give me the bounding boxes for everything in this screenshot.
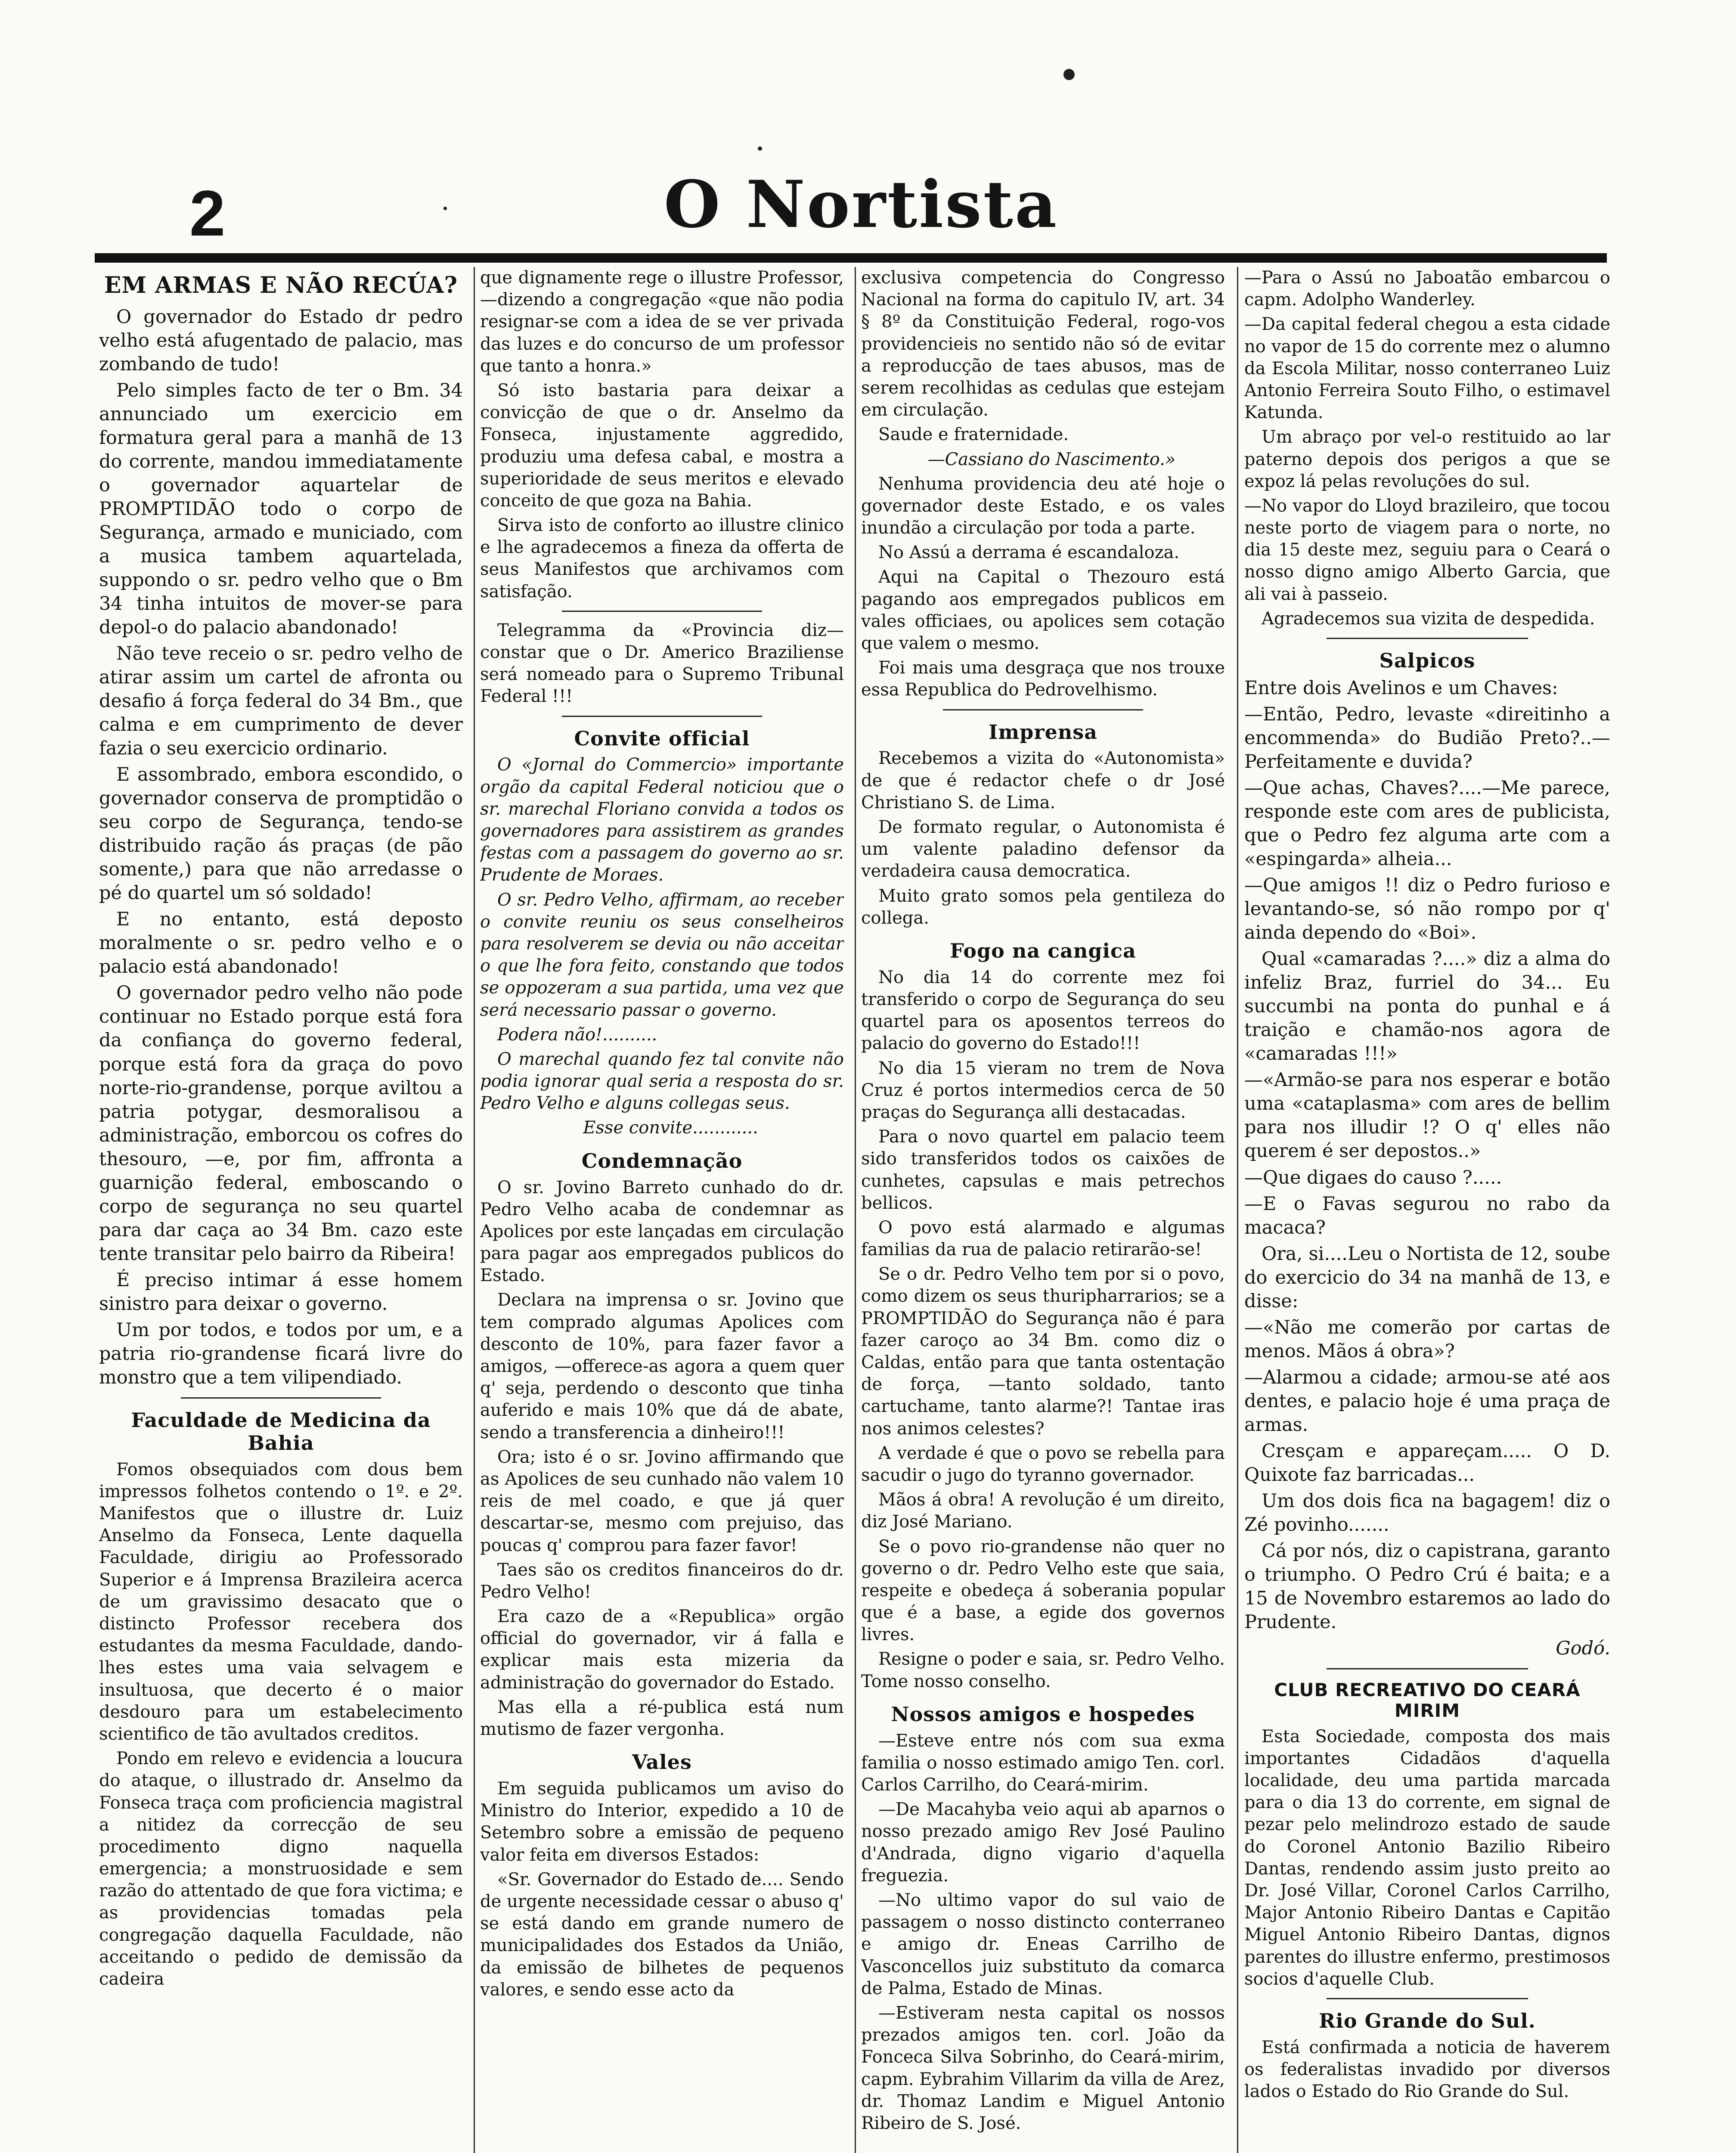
- article-paragraph: Sirva isto de conforto ao illustre clinico e lhe agradecemos a fineza da offerta de seus Manifestos que archivamos com satisfação.: [480, 515, 844, 602]
- article-paragraph: Pelo simples facto de ter o Bm. 34 annunciado um exercicio em formatura geral para a manhã de 13 do corrente, mandou immediatamente o governador aquartelar de PROMPTIDÃO todo o corpo de Segurança, armado e municiado, com a musica tambem aquartelada, suppondo o sr. pedro velho que o Bm 34 tinha intuitos de mover-se para depol-o do palacio abandonado!: [99, 379, 463, 638]
- article-paragraph: «Sr. Governador do Estado de.... Sendo de urgente necessidade cessar o abuso q' se está dando em grande numero de municipalidades dos Estados da União, da emissão de bilhetes de pequenos valores, e sendo esse acto da: [480, 1869, 844, 2000]
- page-number: 2: [189, 177, 226, 249]
- section-heading: Faculdade de Medicina da Bahia: [131, 1408, 431, 1455]
- article-paragraph: Um por todos, e todos por um, e a patria rio-grandense ficará livre do monstro que a tem vilipendiado.: [99, 1319, 463, 1388]
- section-heading: Imprensa: [988, 720, 1097, 744]
- article-paragraph: Telegramma da «Provincia diz—constar que o Dr. Americo Braziliense será nomeado para o Supremo Tribunal Federal !!!: [480, 620, 844, 707]
- article-paragraph: Qual «camaradas ?....» diz a alma do infeliz Braz, furriel do 34... Eu succumbi na ponta do punhal e á traição e chamão-nos agora de «camaradas !!!»: [1244, 948, 1610, 1065]
- article-paragraph: Para o novo quartel em palacio teem sido transferidos todos os caixões de cunhetes, capsulas e mais petrechos bellicos.: [861, 1127, 1225, 1213]
- article-paragraph: De formato regular, o Autonomista é um valente paladino defensor da verdadeira causa democratica.: [861, 817, 1225, 881]
- article-paragraph: No dia 15 vieram no trem de Nova Cruz é portos intermedios cerca de 50 praças do Segurança alli destacadas.: [861, 1058, 1225, 1122]
- article-paragraph: Entre dois Avelinos e um Chaves:: [1244, 677, 1558, 699]
- article-paragraph: que dignamente rege o illustre Professor, —dizendo a congregação «que não podia resignar-se com a idea de se ver privada das luzes e do concurso de um professor que tanto a honra.»: [480, 268, 844, 376]
- article-paragraph: Resigne o poder e saia, sr. Pedro Velho. Tome nosso conselho.: [861, 1649, 1225, 1691]
- article-paragraph: —Esteve entre nós com sua exma familia o nosso estimado amigo Ten. corl. Carlos Carrilho, do Ceará-mirim.: [861, 1731, 1225, 1795]
- article-paragraph: Declara na imprensa o sr. Jovino que tem comprado algumas Apolices com desconto de 10%, para fazer favor a amigos, —offerece-as agora a quem quer q' seja, perdendo o desconto que tinha auferido e mais 10% que dá de abate, sendo a transferencia a dinheiro!!!: [480, 1290, 844, 1443]
- article-paragraph: Esta Sociedade, composta dos mais importantes Cidadãos d'aquella localidade, deu uma partida marcada para o dia 13 do corrente, em signal de pezar pelo melindrozo estado de saude do Coronel Antonio Bazilio Ribeiro Dantas, rendendo assim justo preito ao Dr. José Villar, Coronel Carlos Carrilho, Major Antonio Ribeiro Dantas e Capitão Miguel Antonio Ribeiro Dantas, dignos parentes do illustre enfermo, prestimosos socios d'aquelle Club.: [1244, 1726, 1610, 1989]
- section-heading: Vales: [632, 1750, 692, 1774]
- article-paragraph: Se o dr. Pedro Velho tem por si o povo, como dizem os seus thuripharrarios; se a PROMPTIDÃO do Segurança não é para fazer caroço ao 34 Bm. como diz o Caldas, então para que tanta ostentação de força, —tanto soldado, tanto cartuchame, tanto alarme?! Tantae iras nos animos celestes?: [861, 1264, 1225, 1439]
- article-paragraph: Recebemos a vizita do «Autonomista» de que é redactor chefe o dr José Christiano S. de Lima.: [861, 748, 1225, 813]
- article-paragraph: O governador pedro velho não pode continuar no Estado porque está fora da confiança do governo federal, porque está fora da graça do povo norte-rio-grandense, porque aviltou a patria potygar, desmoralisou a administração, emborcou os cofres do thesouro, —e, por fim, affronta a guarnição federal, emboscando o corpo de segurança no seu quartel para dar caça ao 34 Bm. cazo este tente transitar pelo bairro da Ribeira!: [99, 982, 463, 1265]
- separator: [1327, 1668, 1528, 1669]
- header-rule: [95, 253, 1607, 263]
- article-paragraph: Ora; isto é o sr. Jovino affirmando que as Apolices de seu cunhado não valem 10 reis de mel coado, e que já quer descartar-se, mesmo com prejuiso, das poucas q' comprou para fazer favor!: [480, 1447, 844, 1555]
- article-paragraph: O sr. Jovino Barreto cunhado do dr. Pedro Velho acaba de condemnar as Apolices por este lançadas em circulação para pagar aos empregados publicos do Estado.: [480, 1177, 844, 1286]
- article-paragraph: Podera não!..........: [497, 1024, 657, 1045]
- column-1: [99, 267, 463, 2153]
- article-paragraph: É preciso intimar á esse homem sinistro para deixar o governo.: [99, 1269, 463, 1315]
- column-divider: [855, 267, 856, 2153]
- separator: [943, 709, 1143, 710]
- section-heading: Convite official: [574, 726, 750, 750]
- article-paragraph: Ora, si....Leu o Nortista de 12, soube do exercicio do 34 na manhã de 13, e disse:: [1244, 1243, 1610, 1312]
- article-paragraph: —No ultimo vapor do sul vaio de passagem o nosso distincto conterraneo e amigo dr. Eneas Carrilho de Vasconcellos juiz substituto da comarca de Palma, Estado de Minas.: [861, 1890, 1225, 1998]
- article-paragraph: Muito grato somos pela gentileza do collega.: [861, 886, 1225, 928]
- article-paragraph: Mas ella a ré-publica está num mutismo de fazer vergonha.: [480, 1697, 844, 1740]
- article-paragraph: Não teve receio o sr. pedro velho de atirar assim um cartel de afronta ou desafio á força federal do 34 Bm., que calma e em cumprimento de dever fazia o seu exercicio ordinario.: [99, 642, 463, 760]
- article-paragraph: O governador do Estado dr pedro velho está afugentado de palacio, mas zombando de tudo!: [99, 306, 463, 375]
- column-4: [1244, 267, 1610, 2153]
- article-paragraph: —Que digaes do causo ?.....: [1244, 1166, 1502, 1188]
- article-paragraph: Só isto bastaria para deixar a convicção de que o dr. Anselmo da Fonseca, injustamente aggredido, produziu uma defesa cabal, e mostra a superioridade de seus meritos e elevado conceito de que goza na Bahia.: [480, 380, 844, 511]
- article-paragraph: —Estiveram nesta capital os nossos prezados amigos ten. corl. João da Fonceca Silva Sobrinho, do Ceará-mirim, capm. Eybrahim Villarim da villa de Arez, dr. Thomaz Landim e Miguel Antonio Ribeiro de S. José.: [861, 2003, 1225, 2133]
- separator: [562, 611, 762, 612]
- article-paragraph: —No vapor do Lloyd brazileiro, que tocou neste porto de viagem para o norte, no dia 15 deste mez, seguiu para o Ceará o nosso digno amigo Alberto Garcia, que ali vai à passeio.: [1244, 496, 1610, 604]
- article-paragraph: Aqui na Capital o Thezouro está pagando aos empregados publicos em vales officiaes, ou apolices sem cotação que valem o mesmo.: [861, 567, 1225, 653]
- article-paragraph: Um abraço por vel-o restituido ao lar paterno depois dos perigos a que se expoz lá pelas revoluções do sul.: [1244, 427, 1610, 491]
- masthead: O Nortista: [663, 167, 1059, 242]
- article-signature: —Cassiano do Nascimento.»: [927, 449, 1176, 469]
- separator: [562, 716, 762, 717]
- article-paragraph: —Da capital federal chegou a esta cidade no vapor de 15 do corrente mez o alumno da Escola Militar, nosso conterraneo Luiz Antonio Ferreira Souto Filho, o estimavel Katunda.: [1244, 314, 1610, 423]
- article-paragraph: —De Macahyba veio aqui ab aparnos o nosso prezado amigo Rev José Paulino d'Andrada, digno vigario d'aquella freguezia.: [861, 1799, 1225, 1886]
- article-paragraph: —Então, Pedro, levaste «direitinho a encommenda» do Budião Preto?..—Perfeitamente e duvida?: [1244, 703, 1610, 772]
- article-paragraph: Era cazo de a «Republica» orgão official do governador, vir á falla e explicar mais esta mizeria da administração do governador do Estado.: [480, 1607, 844, 1693]
- separator: [1327, 1998, 1528, 1999]
- article-paragraph: —E o Favas segurou no rabo da macaca?: [1244, 1193, 1610, 1238]
- article-paragraph: No dia 14 do corrente mez foi transferido o corpo de Segurança do seu quartel para os aposentos terreos do palacio do governo do Estado!!!: [861, 967, 1225, 1054]
- column-2: [480, 267, 844, 2153]
- separator: [181, 1397, 381, 1399]
- headline: EM ARMAS E NÃO RECÚA?: [104, 272, 458, 298]
- article-paragraph: O marechal quando fez tal convite não podia ignorar qual seria a resposta do sr. Pedro Velho e alguns collegas seus.: [480, 1049, 844, 1114]
- article-paragraph: —«Não me comerão por cartas de menos. Mãos á obra»?: [1244, 1316, 1610, 1362]
- article-paragraph: Agradecemos sua vizita de despedida.: [1262, 608, 1595, 629]
- ink-speck: [1063, 69, 1075, 80]
- article-paragraph: —«Armão-se para nos esperar e botão uma «cataplasma» com ares de bellim para nos illudir !? O q' elles não querem é ser depostos..»: [1244, 1069, 1610, 1162]
- article-paragraph: E no entanto, está deposto moralmente o sr. pedro velho e o palacio está abandonado!: [99, 909, 463, 978]
- article-paragraph: —Para o Assú no Jaboatão embarcou o capm. Adolpho Wanderley.: [1244, 268, 1610, 310]
- section-heading: Fogo na cangica: [950, 939, 1136, 962]
- column-3: [861, 267, 1225, 2153]
- article-paragraph: No Assú a derrama é escandaloza.: [878, 543, 1180, 563]
- article-paragraph: Mãos á obra! A revolução é um direito, diz José Mariano.: [861, 1490, 1225, 1532]
- article-paragraph: Em seguida publicamos um aviso do Ministro do Interior, expedido a 10 de Setembro sobre a emissão de pequeno valor feita em diversos Estados:: [480, 1779, 844, 1865]
- article-paragraph: Um dos dois fica na bagagem! diz o Zé povinho.......: [1244, 1490, 1610, 1536]
- article-paragraph: O povo está alarmado e algumas familias da rua de palacio retirarão-se!: [861, 1217, 1225, 1260]
- article-paragraph: Nenhuma providencia deu até hoje o governador deste Estado, e os vales inundão a circulação por toda a parte.: [861, 474, 1225, 538]
- article-paragraph: Se o povo rio-grandense não quer no governo o dr. Pedro Velho este que saia, respeite e obedeça á soberania popular que é a base, a egide dos governos livres.: [861, 1536, 1225, 1645]
- article-paragraph: Foi mais uma desgraça que nos trouxe essa Republica do Pedrovelhismo.: [861, 658, 1225, 700]
- article-paragraph: Saude e fraternidade.: [878, 425, 1069, 445]
- separator: [1327, 638, 1528, 639]
- ink-speck: [443, 207, 447, 210]
- article-paragraph: Taes são os creditos financeiros do dr. Pedro Velho!: [480, 1560, 844, 1602]
- column-divider: [1237, 267, 1238, 2153]
- ink-speck: [758, 146, 762, 151]
- article-paragraph: —Que achas, Chaves?....—Me parece, responde este com ares de publicista, que o Pedro fez alguma arte com a «espingarda» alheia...: [1244, 777, 1610, 870]
- article-paragraph: Cá por nós, diz o capistrana, garanto o triumpho. O Pedro Crú é baita; e a 15 de Novembro estaremos ao lado do Prudente.: [1244, 1540, 1610, 1633]
- article-paragraph: E assombrado, embora escondido, o governador conserva de promptidão o seu corpo de Segurança, tendo-se distribuido ração ás praças (de pão somente,) para que não arredasse o pé do quartel um só soldado!: [99, 764, 463, 904]
- article-paragraph: —Que amigos !! diz o Pedro furioso e levantando-se, só não rompo por q' ainda dependo do «Boi».: [1244, 875, 1610, 944]
- article-paragraph: Fomos obsequiados com dous bem impressos folhetos contendo o 1º. e 2º. Manifestos que o illustre dr. Luiz Anselmo da Fonseca, Lente daquella Faculdade, dirigiu ao Professorado Superior e á Imprensa Brazileira acerca de um gravissimo desacato que o distincto Professor recebera dos estudantes da mesma Faculdade, dando-lhes estes uma vaia selvagem e insultuosa, que decerto é o maior desdouro para um estabelecimento scientifico de tão avultados creditos.: [99, 1459, 463, 1744]
- article-paragraph: A verdade é que o povo se rebella para sacudir o jugo do tyranno governador.: [861, 1443, 1225, 1485]
- article-paragraph: O «Jornal do Commercio» importante orgão da capital Federal noticiou que o sr. marechal Floriano convida a todos os governadores para assistirem as grandes festas com a passagem do governo ao sr. Prudente de Moraes.: [480, 755, 844, 885]
- section-heading: Rio Grande do Sul.: [1319, 2009, 1536, 2032]
- column-divider: [474, 267, 475, 2153]
- article-paragraph: —Alarmou a cidade; armou-se até aos dentes, e palacio hoje é uma praça de armas.: [1244, 1366, 1610, 1436]
- section-heading: Nossos amigos e hospedes: [891, 1702, 1195, 1726]
- section-heading: Salpicos: [1379, 649, 1476, 672]
- article-paragraph: Cresçam e appareçam..... O D. Quixote faz barricadas...: [1244, 1440, 1610, 1486]
- article-signature: Godó.: [1556, 1638, 1610, 1660]
- article-paragraph: Pondo em relevo e evidencia a loucura do ataque, o illustrado dr. Anselmo da Fonseca traça com proficiencia magistral a nitidez da correcção de seu procedimento digno naquella emergencia; a monstruosidade e sem razão do attentado de que fora victima; e as providencias tomadas pela congregação daquella Faculdade, não acceitando o pedido de demissão da cadeira: [99, 1749, 463, 1989]
- section-heading: CLUB RECREATIVO DO CEARÁ MIRIM: [1274, 1679, 1581, 1722]
- article-paragraph: Está confirmada a noticia de haverem os federalistas invadido por diversos lados o Estado do Rio Grande do Sul.: [1244, 2037, 1610, 2102]
- article-paragraph: exclusiva competencia do Congresso Nacional na forma do capitulo IV, art. 34 § 8º da Constituição Federal, rogo-vos providencieis no sentido não só de evitar a reproducção de taes abusos, mas de serem recolhidas as cedulas que estejam em circulação.: [861, 268, 1225, 420]
- article-paragraph: Esse convite............: [583, 1118, 758, 1138]
- article-paragraph: O sr. Pedro Velho, affirmam, ao receber o convite reuniu os seus conselheiros para resolverem se devia ou não acceitar o que lhe fora feito, constando que todos se oppozeram a sua partida, uma vez que será necessario passar o governo.: [480, 890, 844, 1020]
- section-heading: Condemnação: [581, 1149, 743, 1173]
